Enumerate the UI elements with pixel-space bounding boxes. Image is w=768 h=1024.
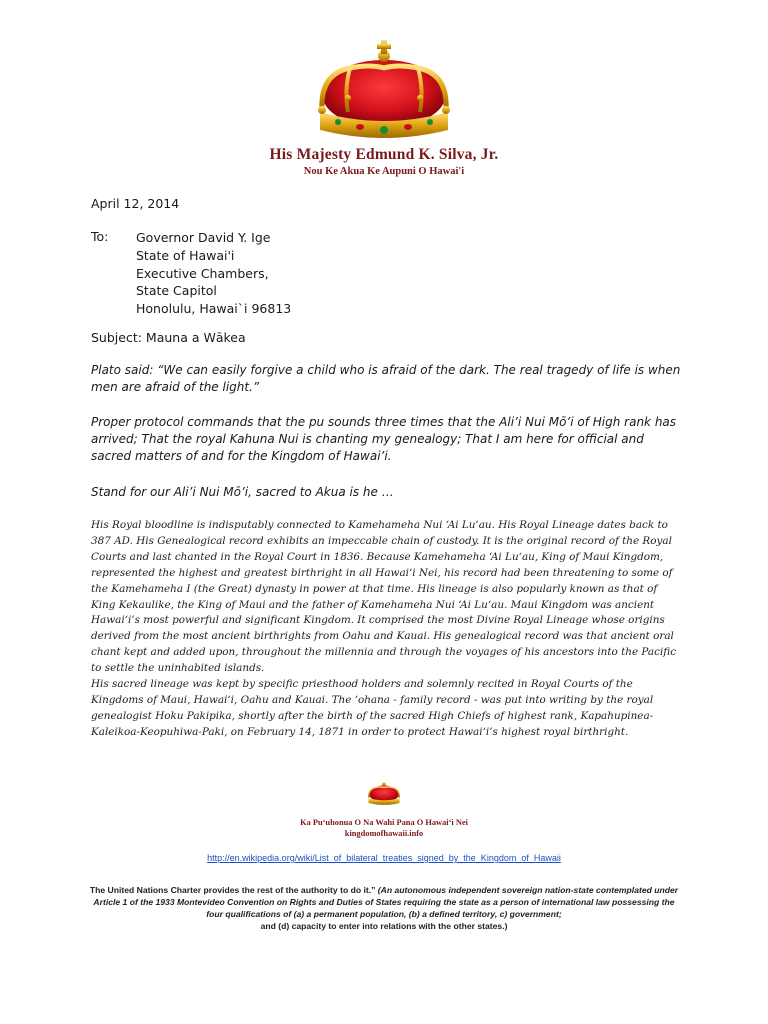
recipient-line: Governor David Y. Ige [136,230,271,245]
recipient-line: State of Hawai'i [136,247,235,263]
recipient-line: State Capitol [136,283,217,299]
footer-organization: Ka Puʻuhonua O Na Wahi Pana O Hawaiʻi Nei [300,818,468,827]
body-paragraph: Proper protocol commands that the pu sounds three times that the Ali’i Nui Mō’i of High rank has arrived; That the royal Kahuna Nui is chanting my genealogy; That I am here for official and sacred matters of and for the Kingdom of Hawai’i. [91,415,677,463]
recipient-address [136,229,291,318]
body-paragraph: Stand for our Ali’i Nui Mō’i, sacred to Akua is he … [91,485,394,499]
letter-date: April 12, 2014 [91,196,180,211]
lineage-paragraph: His sacred lineage was kept by specific priesthood holders and solemnly recited in Royal Courts of the Kingdoms of Maui, Hawaiʻi, Oahu and Kauai. The ʻohana - family record - was put into writing by the royal genealogist Hoku Pakipika, shortly after the birth of the sacred High Chiefs of highest rank, Kapahupinea-Kaleikoa-Keopuhiwa-Paki, on February 14, 1871 in order to protect Hawaiʻi’s highest royal birthright. [91,678,654,738]
charter-note [88,884,680,932]
recipient-line: Executive Chambers, [136,265,269,281]
letterhead-name: His Majesty Edmund K. Silva, Jr. [269,146,499,163]
charter-end: and (d) capacity to enter into relations with the other states.) [260,921,508,931]
body-paragraph: Plato said: “We can easily forgive a child who is afraid of the dark. The real tragedy of life is when men are afraid of the light.” [91,363,681,394]
small-crown-icon [366,780,402,806]
recipient-line: Honolulu, Hawai`i 96813 [136,301,292,317]
subject-line: Subject: Mauna a Wākea [91,330,246,345]
letterhead-motto: Nou Ke Akua Ke Aupuni O Hawai'i [303,166,465,177]
to-label: To: [91,229,109,244]
footer-website: kingdomofhawaii.info [344,829,424,838]
charter-citation: (An autonomous independent sovereign nation-state contemplated under Article 1 of the 1933 Montevideo Convention on Rights and Duties of States requiring the state as a person of international law possessing the four qualifications of (a) a permanent population, (b) a defined territory, c) government; [93,885,679,919]
royal-crown-icon [310,38,458,144]
lineage-paragraph: His Royal bloodline is indisputably connected to Kamehameha Nui ʻAi Luʻau. His Royal Lineage dates back to 387 AD. His Genealogical record exhibits an impeccable chain of custody. It is the original record of the Royal Courts and last chanted in the Royal Court in 1836. Because Kamehameha ʻAi Luʻau, King of Maui Kingdom, represented the highest and greatest birthright in all Hawaiʻi Nei, his record had been threatening to some of the Kamehameha I (the Great) dynasty in power at that time. His lineage is also popularly known as that of King Kekaulike, the King of Maui and the father of Kamehameha Nui ʻAi Luʻau. Maui Kingdom was ancient Hawaiʻi’s most powerful and significant Kingdom. It comprised the most Divine Royal Lineage whose origins derived from the most ancient birthrights from Oahu and Kauai. His genealogical record was that ancient oral chant kept and added upon, throughout the millennia and through the voyages of his ancestors into the Pacific to settle the uninhabited islands. [91,519,677,675]
charter-lead: The United Nations Charter provides the rest of the authority to do it.” [89,885,376,895]
treaties-link[interactable]: http://en.wikipedia.org/wiki/List_of_bilateral_treaties_signed_by_the_Kingdom_of_Hawaii [207,853,561,863]
